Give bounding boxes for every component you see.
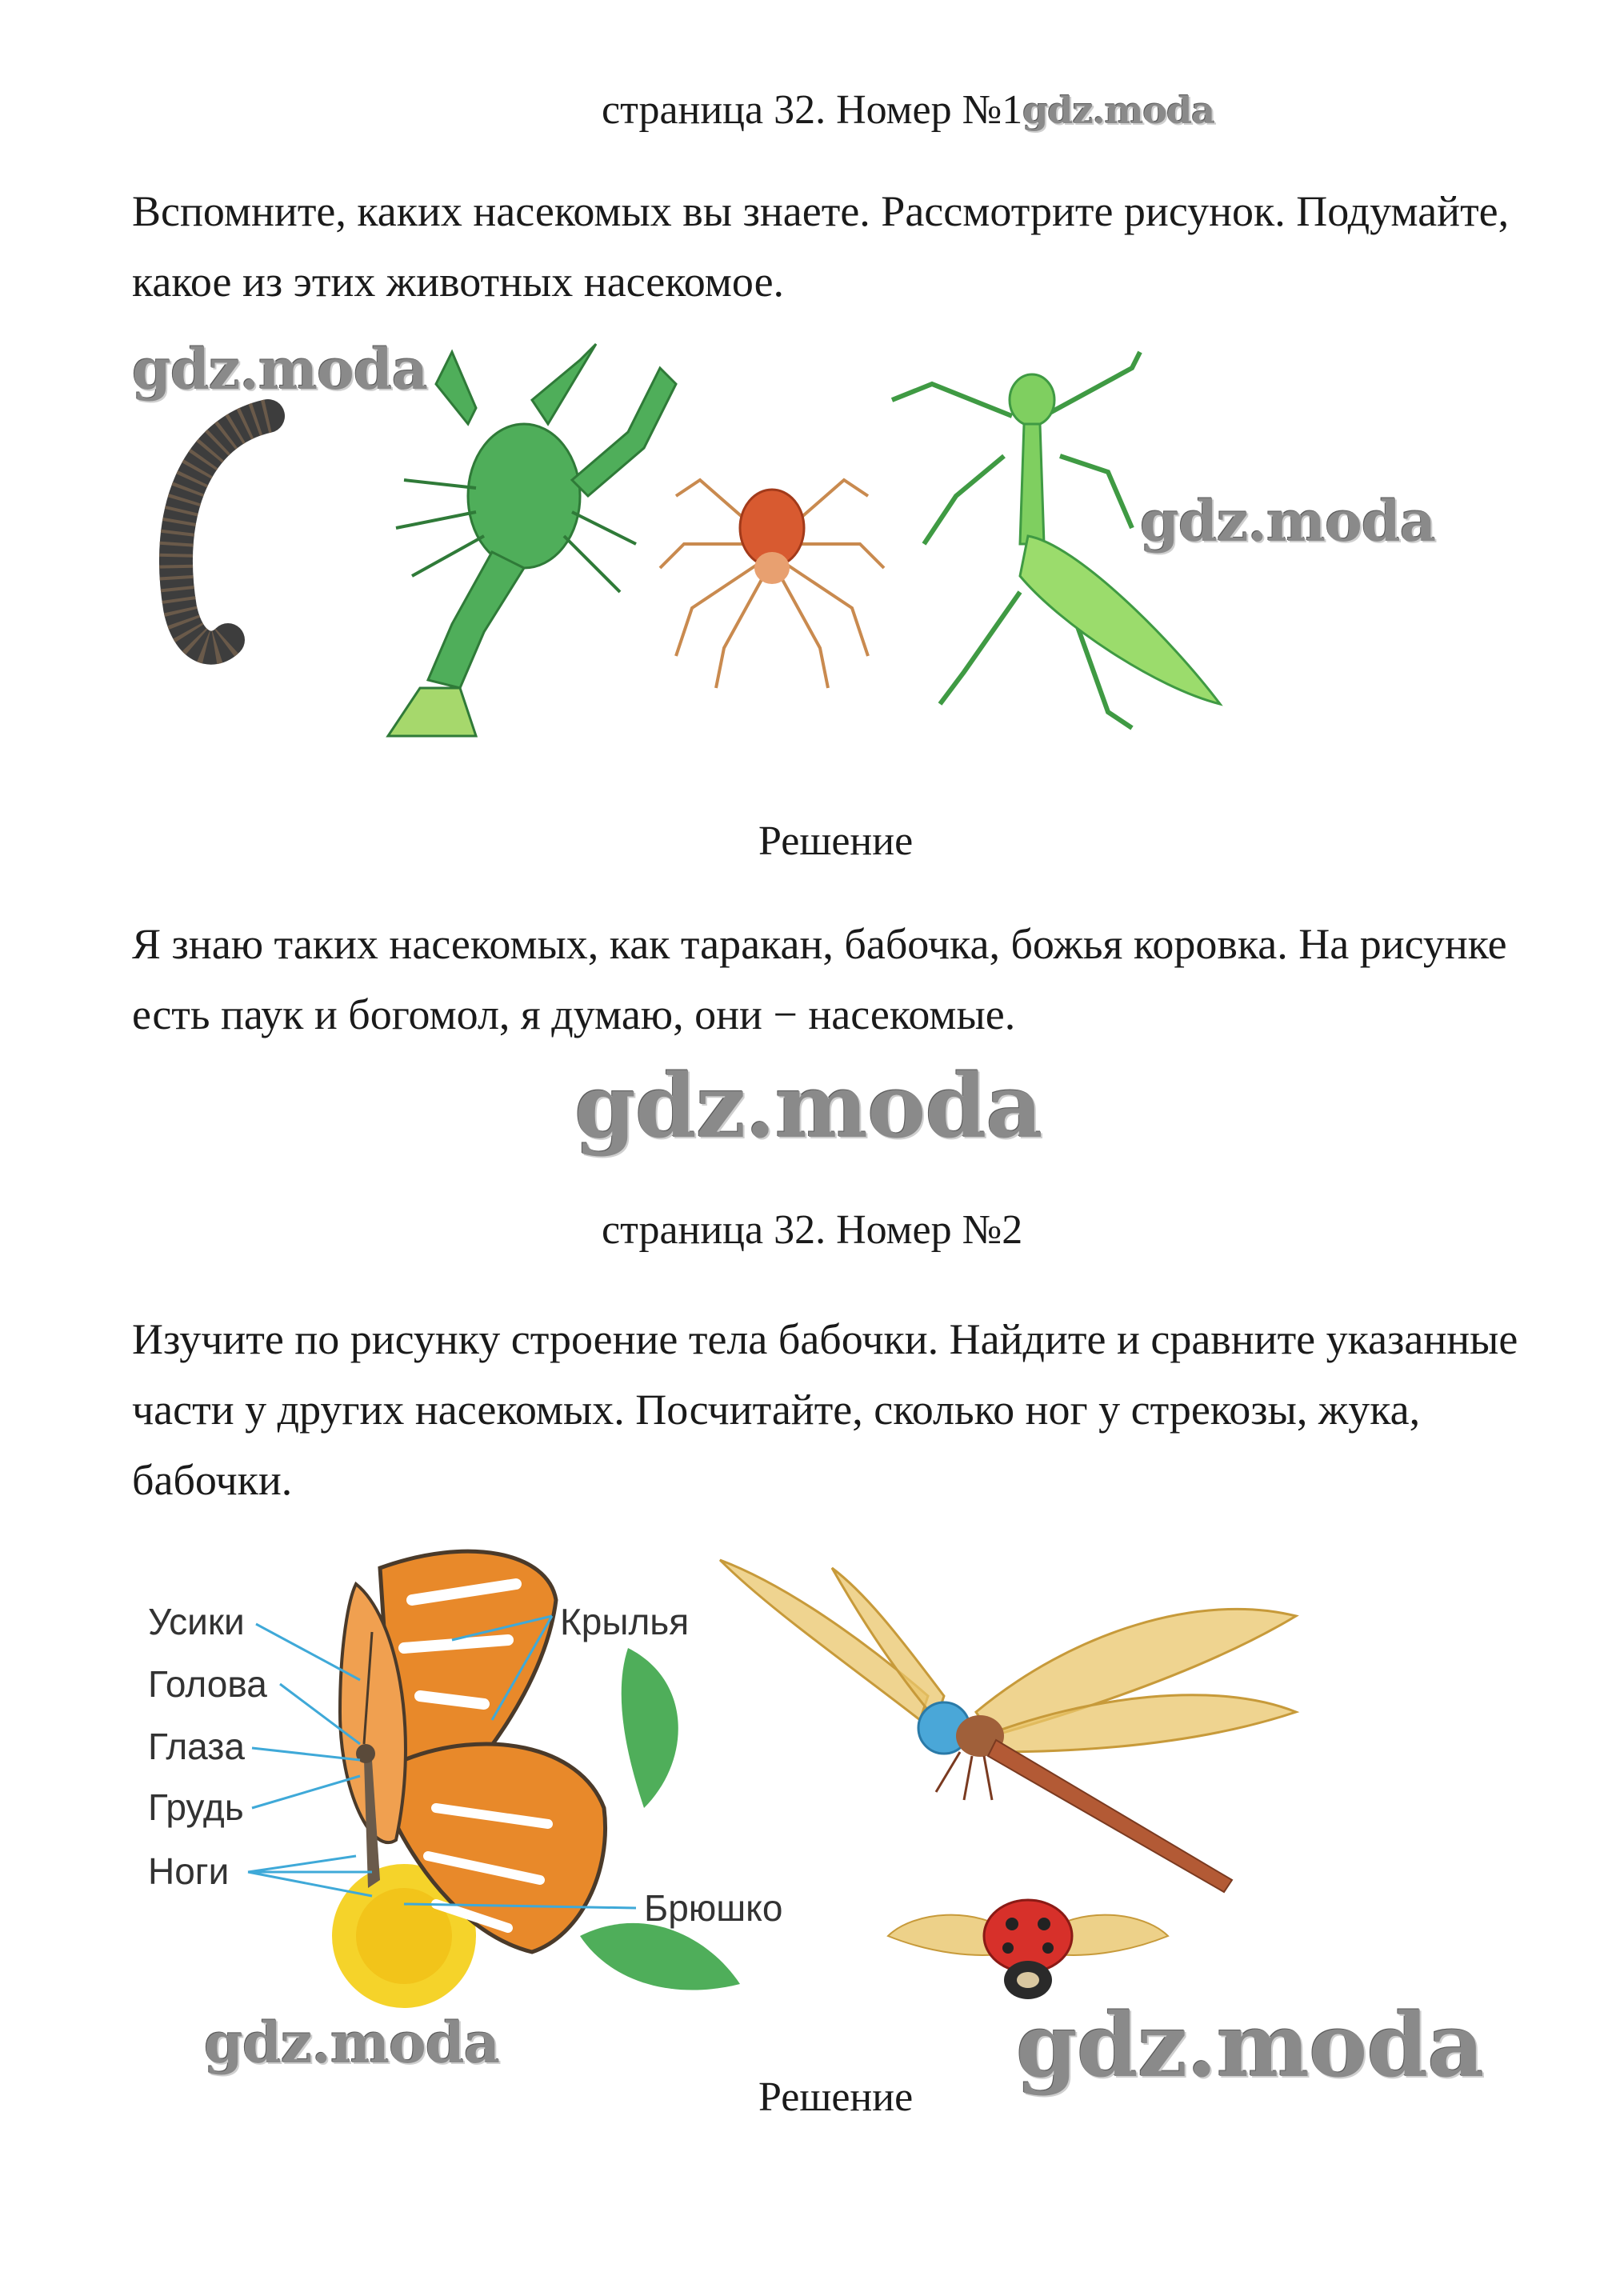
- label-thorax: Грудь: [148, 1786, 244, 1828]
- watermark-figure2-left: gdz.moda: [204, 2010, 500, 2076]
- task2-solution-label: Решение: [758, 2074, 914, 2120]
- task2-text: Изучите по рисунку строение тела бабочки. Найдите и сравните указанные части у других насекомых. Посчитайте, сколько ног у стрекозы, жука, бабочки.: [132, 1315, 1518, 1504]
- task1-heading-text: страница 32. Номер №1: [602, 87, 1023, 133]
- task1-solution-text: Я знаю таких насекомых, как таракан, бабочка, божья коровка. На рисунке есть паук и богомол, я думаю, они − насекомые.: [132, 920, 1507, 1038]
- task1-heading: [602, 86, 1214, 134]
- label-head: Голова: [148, 1663, 267, 1705]
- label-eyes: Глаза: [148, 1726, 245, 1767]
- watermark-inline: gdz.moda: [1022, 89, 1215, 132]
- label-abdomen: Брюшко: [644, 1887, 783, 1929]
- label-wings: Крылья: [560, 1601, 690, 1642]
- watermark-figure2-right: gdz.moda: [1016, 1994, 1484, 2097]
- watermark-figure1-right: gdz.moda: [1140, 488, 1436, 554]
- label-legs: Ноги: [148, 1850, 230, 1892]
- label-antennae: Усики: [148, 1601, 245, 1642]
- spider-image: [652, 448, 892, 704]
- task1-solution-label: Решение: [758, 818, 914, 864]
- watermark-large-center: gdz.moda: [574, 1054, 1042, 1158]
- task2-heading: страница 32. Номер №2: [602, 1207, 1023, 1253]
- task1-text: Вспомните, каких насекомых вы знаете. Рассмотрите рисунок. Подумайте, какое из этих животных насекомое.: [132, 187, 1510, 306]
- watermark-figure1-left: gdz.moda: [132, 336, 428, 402]
- task1-figure: [132, 336, 1436, 768]
- millipede-image: [148, 384, 388, 704]
